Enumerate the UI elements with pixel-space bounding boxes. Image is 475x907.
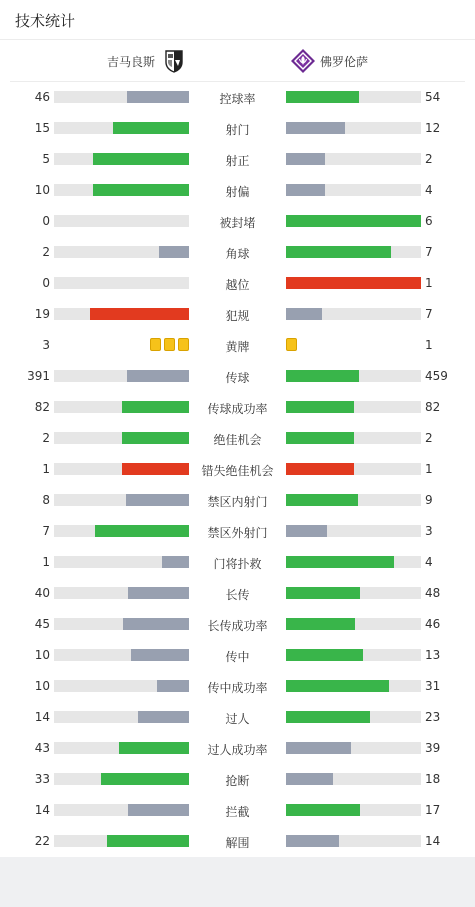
stat-row: [0, 547, 475, 578]
stat-label: 传球成功率: [207, 402, 268, 416]
stat-row: [0, 454, 475, 485]
stat-row: [0, 609, 475, 640]
stat-label: 射正: [225, 154, 250, 168]
stat-row: [0, 268, 475, 299]
home-value: 3: [42, 338, 50, 352]
yellow-card-icon: [286, 338, 297, 351]
stat-label: 过人: [225, 712, 250, 726]
stat-label: 射门: [225, 123, 250, 137]
yellow-card-icon: [178, 338, 189, 351]
home-value: 8: [42, 493, 50, 507]
fiorentina-crest-icon: [290, 48, 316, 74]
away-bar-fill: [286, 525, 327, 537]
away-bar-fill: [286, 184, 325, 196]
away-bar-track: [286, 711, 421, 723]
away-bar-fill: [286, 246, 391, 258]
away-bar-track: [286, 680, 421, 692]
stat-row: [0, 392, 475, 423]
stat-row: [0, 361, 475, 392]
home-value: 10: [34, 183, 50, 197]
stat-row: [0, 671, 475, 702]
home-bar-fill: [126, 494, 189, 506]
stat-label: 长传: [225, 588, 250, 602]
stat-label: 黄牌: [225, 340, 250, 354]
away-bar-track: [286, 184, 421, 196]
home-bar-fill: [127, 370, 189, 382]
stat-row: [0, 795, 475, 826]
home-bar-fill: [128, 804, 189, 816]
home-value: 0: [42, 214, 50, 228]
home-value: 7: [42, 524, 50, 538]
stat-row: [0, 640, 475, 671]
away-team-name: 佛罗伦萨: [320, 54, 369, 69]
home-bar-track: [54, 804, 189, 816]
home-bar-track: [54, 835, 189, 847]
stat-label: 传球: [225, 371, 250, 385]
home-bar-track: [54, 184, 189, 196]
away-bar-track: [286, 494, 421, 506]
away-bar-track: [286, 587, 421, 599]
away-value: 1: [425, 276, 433, 290]
away-bar-fill: [286, 215, 421, 227]
away-bar-track: [286, 525, 421, 537]
away-value: 7: [425, 307, 433, 321]
away-value: 13: [425, 648, 441, 662]
teams-header: [0, 41, 475, 82]
away-yellow-cards: [286, 338, 297, 351]
home-value: 45: [34, 617, 50, 631]
away-value: 1: [425, 462, 433, 476]
away-bar-fill: [286, 680, 389, 692]
home-value: 82: [34, 400, 50, 414]
away-value: 39: [425, 741, 441, 755]
home-bar-track: [54, 525, 189, 537]
away-bar-track: [286, 649, 421, 661]
home-bar-fill: [127, 91, 189, 103]
home-value: 5: [42, 152, 50, 166]
stat-label: 越位: [225, 278, 250, 292]
home-bar-fill: [122, 463, 190, 475]
away-bar-track: [286, 122, 421, 134]
away-value: 46: [425, 617, 441, 631]
away-bar-fill: [286, 742, 351, 754]
home-bar-fill: [157, 680, 189, 692]
away-bar-track: [286, 773, 421, 785]
home-bar-track: [54, 680, 189, 692]
stat-row: [0, 237, 475, 268]
away-bar-fill: [286, 773, 333, 785]
away-bar-track: [286, 308, 421, 320]
home-value: 19: [34, 307, 50, 321]
home-bar-track: [54, 91, 189, 103]
page-title: 技术统计: [15, 12, 76, 30]
home-value: 14: [34, 803, 50, 817]
home-value: 391: [27, 369, 50, 383]
home-value: 2: [42, 245, 50, 259]
home-value: 0: [42, 276, 50, 290]
home-value: 15: [34, 121, 50, 135]
stat-row: [0, 299, 475, 330]
home-value: 10: [34, 648, 50, 662]
away-bar-track: [286, 835, 421, 847]
home-value: 46: [34, 90, 50, 104]
away-value: 54: [425, 90, 441, 104]
away-bar-fill: [286, 463, 354, 475]
away-value: 2: [425, 431, 433, 445]
away-value: 18: [425, 772, 441, 786]
away-bar-fill: [286, 277, 421, 289]
away-value: 2: [425, 152, 433, 166]
home-bar-fill: [128, 587, 189, 599]
stat-row: [0, 702, 475, 733]
away-bar-fill: [286, 308, 322, 320]
stat-row: [0, 113, 475, 144]
home-bar-track: [54, 370, 189, 382]
away-bar-fill: [286, 401, 354, 413]
home-bar-track: [54, 153, 189, 165]
away-bar-track: [286, 432, 421, 444]
stat-row: [0, 764, 475, 795]
yellow-card-icon: [164, 338, 175, 351]
home-bar-fill: [123, 618, 189, 630]
away-value: 12: [425, 121, 441, 135]
away-value: 1: [425, 338, 433, 352]
away-bar-track: [286, 91, 421, 103]
home-bar-track: [54, 277, 189, 289]
stat-label: 绝佳机会: [213, 433, 262, 447]
home-bar-fill: [90, 308, 189, 320]
away-bar-track: [286, 153, 421, 165]
stat-label: 射偏: [225, 185, 250, 199]
home-bar-fill: [122, 401, 190, 413]
away-value: 48: [425, 586, 441, 600]
home-bar-fill: [119, 742, 189, 754]
home-bar-fill: [95, 525, 190, 537]
stat-row: [0, 82, 475, 113]
guimaraes-crest-icon: [161, 48, 187, 74]
away-bar-track: [286, 246, 421, 258]
away-bar-track: [286, 215, 421, 227]
stat-label: 错失绝佳机会: [201, 464, 274, 478]
home-team-name: 吉马良斯: [106, 54, 155, 69]
away-bar-fill: [286, 556, 394, 568]
stat-label: 角球: [225, 247, 250, 261]
stat-label: 犯规: [225, 309, 250, 323]
home-bar-track: [54, 246, 189, 258]
home-value: 14: [34, 710, 50, 724]
home-bar-fill: [101, 773, 189, 785]
home-bar-fill: [107, 835, 189, 847]
away-bar-track: [286, 556, 421, 568]
home-yellow-cards: [150, 338, 189, 351]
away-value: 31: [425, 679, 441, 693]
stat-row: [0, 144, 475, 175]
home-bar-track: [54, 401, 189, 413]
stat-label: 解围: [225, 836, 250, 850]
away-bar-track: [286, 277, 421, 289]
home-bar-fill: [113, 122, 189, 134]
title-bar: [0, 0, 475, 40]
home-value: 33: [34, 772, 50, 786]
stat-row: [0, 330, 475, 361]
away-bar-track: [286, 742, 421, 754]
home-bar-fill: [159, 246, 189, 258]
home-bar-track: [54, 494, 189, 506]
home-bar-fill: [131, 649, 189, 661]
home-bar-track: [54, 587, 189, 599]
stat-label: 控球率: [219, 92, 256, 106]
home-bar-track: [54, 463, 189, 475]
home-value: 10: [34, 679, 50, 693]
stat-row: [0, 206, 475, 237]
stat-label: 传中: [225, 650, 250, 664]
stat-label: 长传成功率: [207, 619, 268, 633]
away-bar-fill: [286, 835, 339, 847]
home-bar-track: [54, 649, 189, 661]
home-bar-track: [54, 308, 189, 320]
home-bar-fill: [93, 184, 189, 196]
home-bar-fill: [93, 153, 189, 165]
away-value: 7: [425, 245, 433, 259]
home-value: 2: [42, 431, 50, 445]
away-value: 9: [425, 493, 433, 507]
away-team[interactable]: [290, 48, 368, 74]
stat-label: 抢断: [225, 774, 250, 788]
away-bar-track: [286, 370, 421, 382]
away-value: 14: [425, 834, 441, 848]
stat-row: [0, 175, 475, 206]
stat-label: 禁区外射门: [207, 526, 268, 540]
home-bar-track: [54, 742, 189, 754]
away-value: 6: [425, 214, 433, 228]
away-value: 4: [425, 183, 433, 197]
away-bar-track: [286, 618, 421, 630]
home-value: 1: [42, 555, 50, 569]
stat-label: 门将扑救: [213, 557, 262, 571]
home-value: 43: [34, 741, 50, 755]
away-bar-fill: [286, 587, 360, 599]
stat-label: 拦截: [225, 805, 250, 819]
stat-row: [0, 485, 475, 516]
home-bar-fill: [162, 556, 189, 568]
stat-label: 被封堵: [219, 216, 256, 230]
stat-row: [0, 423, 475, 454]
away-bar-fill: [286, 649, 363, 661]
stat-row: [0, 733, 475, 764]
home-bar-fill: [138, 711, 189, 723]
home-value: 40: [34, 586, 50, 600]
away-bar-fill: [286, 432, 354, 444]
away-bar-fill: [286, 804, 360, 816]
away-value: 3: [425, 524, 433, 538]
away-value: 4: [425, 555, 433, 569]
stat-row: [0, 578, 475, 609]
yellow-card-icon: [150, 338, 161, 351]
away-bar-fill: [286, 370, 359, 382]
home-bar-track: [54, 122, 189, 134]
away-bar-track: [286, 401, 421, 413]
away-bar-track: [286, 463, 421, 475]
away-bar-fill: [286, 153, 325, 165]
stat-label: 传中成功率: [207, 681, 268, 695]
home-bar-track: [54, 711, 189, 723]
home-bar-track: [54, 618, 189, 630]
home-bar-track: [54, 432, 189, 444]
away-bar-fill: [286, 122, 345, 134]
home-bar-track: [54, 556, 189, 568]
away-bar-fill: [286, 711, 370, 723]
away-value: 17: [425, 803, 441, 817]
home-team[interactable]: [107, 48, 187, 74]
away-bar-track: [286, 804, 421, 816]
away-value: 459: [425, 369, 448, 383]
home-value: 1: [42, 462, 50, 476]
stats-list: [0, 82, 475, 857]
home-bar-fill: [122, 432, 190, 444]
stat-label: 禁区内射门: [207, 495, 268, 509]
stat-row: [0, 826, 475, 857]
away-bar-fill: [286, 618, 355, 630]
home-bar-track: [54, 773, 189, 785]
away-bar-fill: [286, 494, 358, 506]
away-value: 82: [425, 400, 441, 414]
stat-row: [0, 516, 475, 547]
away-bar-fill: [286, 91, 359, 103]
home-bar-track: [54, 215, 189, 227]
away-value: 23: [425, 710, 441, 724]
stat-label: 过人成功率: [207, 743, 268, 757]
home-value: 22: [34, 834, 50, 848]
